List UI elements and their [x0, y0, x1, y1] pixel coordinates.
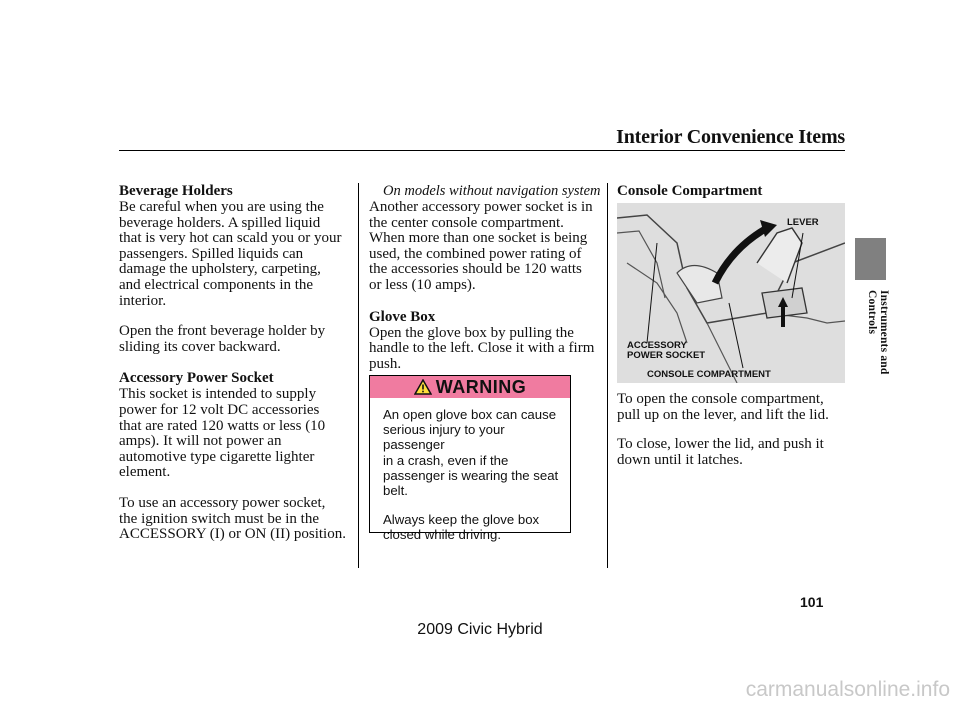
accessory-socket-paragraph-1: This socket is intended to supply power for 12 volt DC accessories that are rated 120 watts or less (10 amps). It will not power an automotive type cigarette lighter element.: [119, 386, 326, 481]
beverage-holders-paragraph-2: Open the front beverage holder by sliding its cover backward.: [119, 323, 326, 355]
model-note: On models without navigation system: [383, 183, 601, 199]
warning-triangle-icon: [414, 379, 432, 395]
section-tab-marker: [855, 238, 886, 280]
warning-text: An open glove box can cause serious injury to your passenger in a crash, even if the passenger is wearing the seat belt. Always keep the glove box closed while driving.: [383, 407, 559, 543]
accessory-socket-label: ACCESSORY POWER SOCKET: [627, 340, 706, 361]
watermark: carmanualsonline.info: [745, 678, 950, 701]
close-console-paragraph: To close, lower the lid, and push it down until it latches.: [617, 436, 824, 468]
console-compartment-label: CONSOLE COMPARTMENT: [647, 369, 771, 380]
glove-box-paragraph: Open the glove box by pulling the handle to the left. Close it with a firm push.: [369, 324, 595, 372]
lever-label: LEVER: [787, 217, 819, 228]
accessory-socket-heading: Accessory Power Socket: [119, 370, 274, 387]
column-divider-left: [358, 183, 359, 568]
header-rule: [119, 150, 845, 151]
warning-header: [370, 376, 570, 398]
column-2: [369, 183, 604, 372]
open-console-paragraph: To open the console compartment, pull up on the lever, and lift the lid.: [617, 391, 829, 423]
warning-label: WARNING: [435, 376, 527, 397]
console-compartment-heading: Console Compartment: [617, 183, 763, 199]
beverage-holders-heading: Beverage Holders: [119, 183, 233, 199]
footer-model: 2009 Civic Hybrid: [417, 621, 543, 638]
page-title: Interior Convenience Items: [616, 126, 845, 148]
glove-box-heading: Glove Box: [369, 308, 436, 325]
warning-box: [369, 375, 571, 543]
beverage-holders-paragraph-1: Be careful when you are using the beverage holders. A spilled liquid that is very hot can scald you or your passengers. Spilled liquids can damage the upholstery, carpeting, and electrical components in the interior.: [119, 199, 342, 309]
another-socket-paragraph: Another accessory power socket is in the center console compartment. When more than one socket is being used, the combined power rating of the accessories should be 120 watts or less (10 amps).: [369, 199, 593, 293]
page-number: 101: [800, 594, 824, 610]
console-compartment-illustration: [617, 203, 845, 383]
accessory-socket-paragraph-2: To use an accessory power socket, the ignition switch must be in the ACCESSORY (I) or ON (II) position.: [119, 494, 346, 543]
section-tab-label: Instruments and Controls: [866, 290, 890, 375]
column-divider-right: [607, 183, 608, 568]
column-1: [119, 183, 355, 543]
